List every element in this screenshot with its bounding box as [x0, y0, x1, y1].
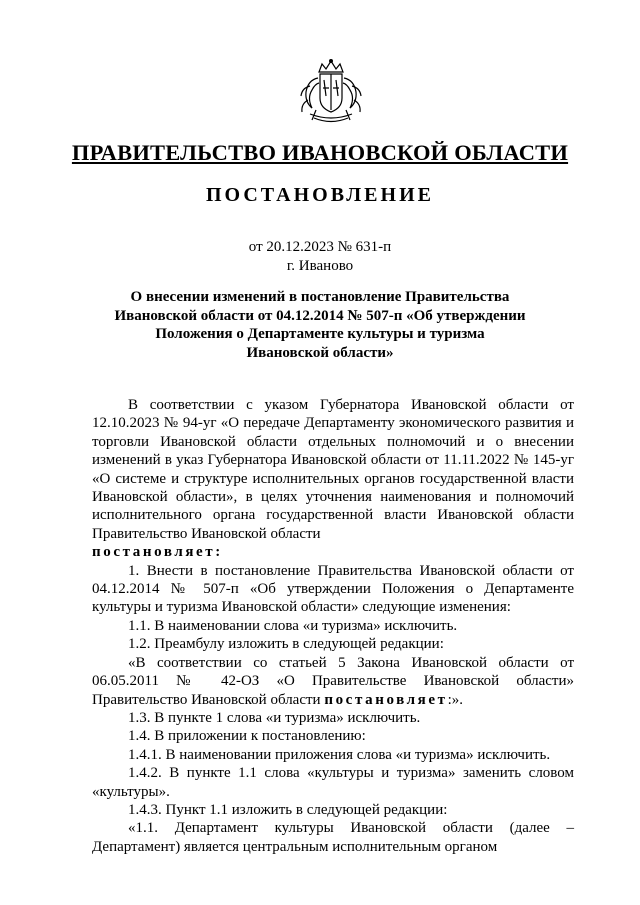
paragraph-1-4-2: 1.4.2. В пункте 1.1 слова «культуры и туризма» заменить словом «культуры».	[92, 765, 574, 800]
document-date-number: от 20.12.2023 № 631-п	[248, 239, 392, 255]
document-city: г. Иваново	[286, 258, 354, 274]
paragraph-1-4-1: 1.4.1. В наименовании приложения слова «и туризма» исключить.	[128, 746, 551, 763]
resolves-word: постановляет:	[92, 544, 223, 561]
paragraph-1-2-quote: «В соответствии со статьей 5 Закона Ивановской области от 06.05.2011 № 42-ОЗ «О Правительстве Ивановской области» Правительство Ивановской области постановляет:».	[92, 654, 574, 708]
title-line: Ивановской области от 04.12.2014 № 507-п «Об утверждении	[114, 307, 526, 324]
organization-name: ПРАВИТЕЛЬСТВО ИВАНОВСКОЙ ОБЛАСТИ	[71, 140, 569, 165]
paragraph-1: 1. Внести в постановление Правительства Ивановской области от 04.12.2014 № 507-п «Об утверждении Положения о Департаменте культуры и туризма Ивановской области» следующие изменения:	[92, 562, 574, 616]
title-line: Ивановской области»	[246, 344, 394, 361]
paragraph-1-3: 1.3. В пункте 1 слова «и туризма» исключить.	[128, 709, 421, 726]
title-line: О внесении изменений в постановление Правительства	[130, 289, 510, 305]
document-type: ПОСТАНОВЛЕНИЕ	[206, 184, 434, 206]
paragraph-1-2: 1.2. Преамбулу изложить в следующей редакции:	[128, 636, 444, 653]
document-body	[92, 396, 574, 856]
paragraph-1-4-3: 1.4.3. Пункт 1.1 изложить в следующей редакции:	[128, 801, 448, 818]
paragraph-1-4: 1.4. В приложении к постановлению:	[128, 728, 366, 745]
document-title	[90, 288, 550, 362]
preamble-paragraph: В соответствии с указом Губернатора Ивановской области от 12.10.2023 № 94-уг «О передаче Департаменту экономического развития и торговли Ивановской области отдельных полномочий и о внесении изменений в указ Губернатора Ивановской области от 11.11.2022 № 145-уг «О системе и структуре исполнительных органов государственной власти Ивановской области», в целях уточнения наименования и полномочий исполнительного органа государственной власти Ивановской области Правительство Ивановской области	[92, 397, 574, 542]
paragraph-1-1: 1.1. В наименовании слова «и туризма» исключить.	[128, 617, 458, 634]
coat-of-arms-emblem	[296, 58, 366, 126]
title-line: Положения о Департаменте культуры и туризма	[155, 326, 485, 342]
paragraph-1-4-3-quote: «1.1. Департамент культуры Ивановской области (далее – Департамент) является центральным исполнительным органом	[92, 820, 574, 855]
